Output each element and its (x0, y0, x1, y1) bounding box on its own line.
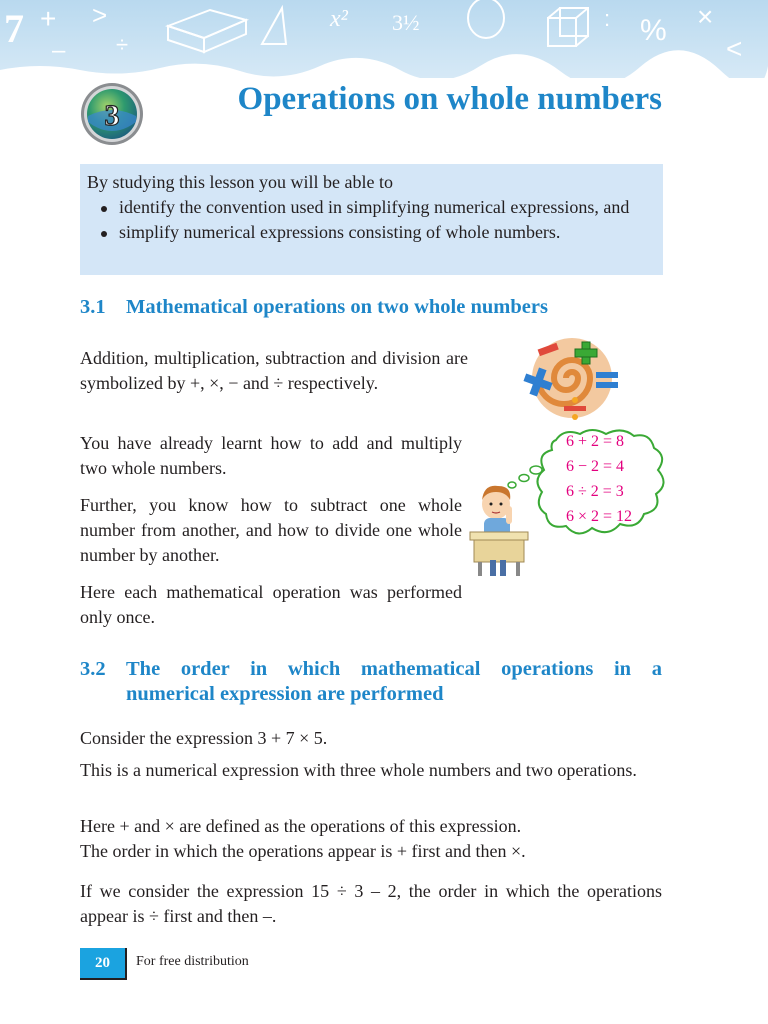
paragraph: If we consider the expression 15 ÷ 3 – 2, the order in which the operations appear is ÷ first and then –. (80, 881, 662, 926)
operations-swirl-illustration (512, 332, 632, 420)
paragraph: You have already learnt how to add and multiply two whole numbers. (80, 433, 462, 478)
banner-glyph-colon: : (604, 6, 611, 31)
bubble-equation: 6 × 2 = 12 (566, 508, 633, 525)
bubble-equation: 6 − 2 = 4 (566, 458, 625, 475)
chapter-badge (80, 82, 144, 146)
cube-icon (548, 8, 588, 46)
boy-at-desk-illustration (466, 470, 532, 578)
footer-text: For free distribution (136, 954, 249, 969)
circle-icon (468, 0, 504, 38)
banner-glyph-minus: – (52, 37, 66, 64)
paragraph: Consider the expression 3 + 7 × 5. (80, 728, 328, 748)
section-title-line2: numerical expression are performed (126, 683, 444, 705)
bubble-equation: 6 ÷ 2 = 3 (566, 483, 624, 500)
bubble-equation: 6 + 2 = 8 (566, 433, 625, 450)
chapter-title: Operations on whole numbers (237, 81, 662, 117)
section-title-line1: The order in which mathematical operations in a (126, 658, 662, 680)
paragraph: The order in which the operations appear is + first and then ×. (80, 841, 526, 861)
paragraph: Here + and × are defined as the operations of this expression. (80, 816, 522, 836)
objectives-intro: By studying this lesson you will be able to (87, 172, 393, 192)
footer-rule (80, 978, 127, 980)
objectives-list (87, 195, 657, 245)
triangle-icon (262, 8, 286, 44)
section-heading-3-2 (80, 657, 662, 707)
paragraph: Further, you know how to subtract one whole number from another, and how to divide one whole number by another. (80, 495, 462, 565)
footer-divider (125, 948, 127, 980)
math-symbols-decoration (0, 0, 768, 78)
paragraph: Here each mathematical operation was performed only once. (80, 582, 462, 627)
banner-glyph-percent: % (640, 14, 667, 47)
objectives-box (80, 164, 663, 275)
banner-glyph-fraction: 3½ (392, 10, 420, 35)
section-number: 3.2 (80, 658, 106, 680)
banner-glyph-gt: > (92, 0, 108, 30)
banner-glyph-lt: < (726, 33, 743, 64)
page-number: 20 (80, 948, 125, 979)
cuboid-icon (168, 10, 246, 52)
paragraph: This is a numerical expression with three whole numbers and two operations. (80, 760, 637, 780)
section-number: 3.1 (80, 296, 106, 318)
banner-glyph-plus: + (40, 3, 57, 34)
objective-item: identify the convention used in simplifying numerical expressions, and (87, 195, 657, 220)
banner-glyph-7: 7 (4, 6, 24, 51)
section-title: Mathematical operations on two whole numbers (126, 296, 548, 318)
chapter-number: 3 (104, 99, 120, 132)
banner-glyph-divide: ÷ (116, 32, 129, 57)
section-heading-3-1 (80, 295, 548, 320)
section-heading-line1 (80, 657, 662, 682)
paragraph: Addition, multiplication, subtraction and division are symbolized by +, ×, − and ÷ respectively. (80, 348, 468, 393)
banner-glyph-x-squared: x² (330, 6, 348, 32)
objective-item: simplify numerical expressions consisting of whole numbers. (87, 220, 657, 245)
header-banner (0, 0, 768, 78)
banner-glyph-times: × (697, 1, 714, 32)
